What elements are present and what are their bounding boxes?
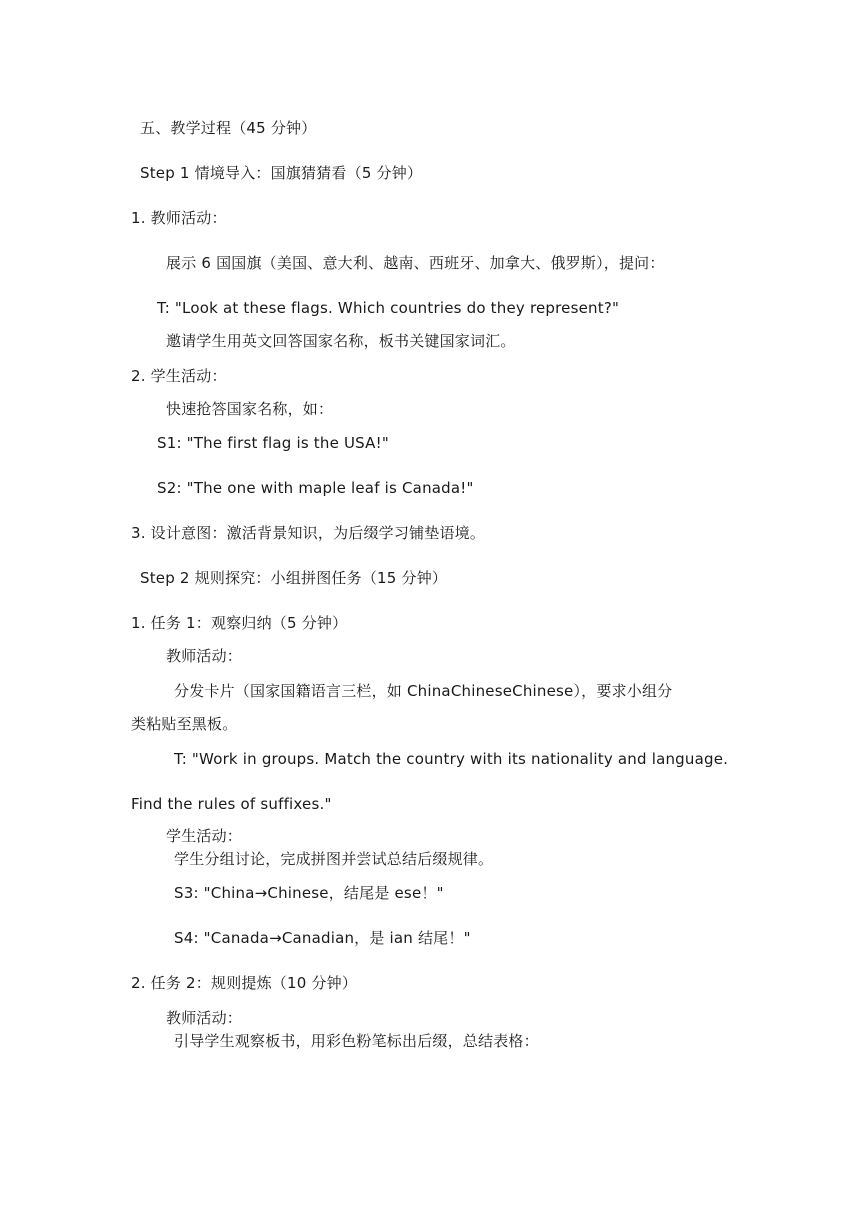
task2-label: 2. 任务 2：规则提炼（10 分钟） [131, 974, 358, 992]
student-quote-s2: S2: "The one with maple leaf is Canada!" [157, 479, 474, 497]
step2-teacher-quote-line1: T: "Work in groups. Match the country with its nationality and language. [174, 750, 729, 768]
step1-item1-text: 展示 6 国国旗（美国、意大利、越南、西班牙、加拿大、俄罗斯），提问： [166, 254, 665, 272]
step1-item2-text: 快速抢答国家名称，如： [166, 400, 334, 418]
teacher-activity-label-2: 教师活动： [166, 1009, 243, 1027]
step1-item1-label: 1. 教师活动： [131, 209, 227, 227]
student-activity-text: 学生分组讨论，完成拼图并尝试总结后缀规律。 [174, 850, 494, 868]
student-quote-s3: S3: "China→Chinese，结尾是 ese！" [174, 884, 444, 902]
student-quote-s4: S4: "Canada→Canadian，是 ian 结尾！" [174, 929, 471, 947]
task2-text: 引导学生观察板书，用彩色粉笔标出后缀，总结表格： [174, 1032, 539, 1050]
step1-item3: 3. 设计意图：激活背景知识，为后缀学习铺垫语境。 [131, 524, 486, 542]
section-title: 五、教学过程（45 分钟） [140, 119, 317, 137]
step2-teacher-quote-line2: Find the rules of suffixes." [131, 795, 332, 813]
student-quote-s1: S1: "The first flag is the USA!" [157, 434, 389, 452]
step1-teacher-quote: T: "Look at these flags. Which countries do they represent?" [157, 299, 620, 317]
step2-heading: Step 2 规则探究：小组拼图任务（15 分钟） [140, 569, 448, 587]
task1-text-line2: 类粘贴至黑板。 [131, 715, 238, 733]
step1-item1-text2: 邀请学生用英文回答国家名称，板书关键国家词汇。 [166, 332, 516, 350]
student-activity-label: 学生活动： [166, 827, 243, 845]
step1-item2-label: 2. 学生活动： [131, 367, 227, 385]
task1-text-line1: 分发卡片（国家国籍语言三栏，如 ChinaChineseChinese），要求小组分 [174, 682, 673, 700]
step1-heading: Step 1 情境导入：国旗猜猜看（5 分钟） [140, 164, 423, 182]
task1-label: 1. 任务 1：观察归纳（5 分钟） [131, 614, 348, 632]
teacher-activity-label: 教师活动： [166, 647, 243, 665]
